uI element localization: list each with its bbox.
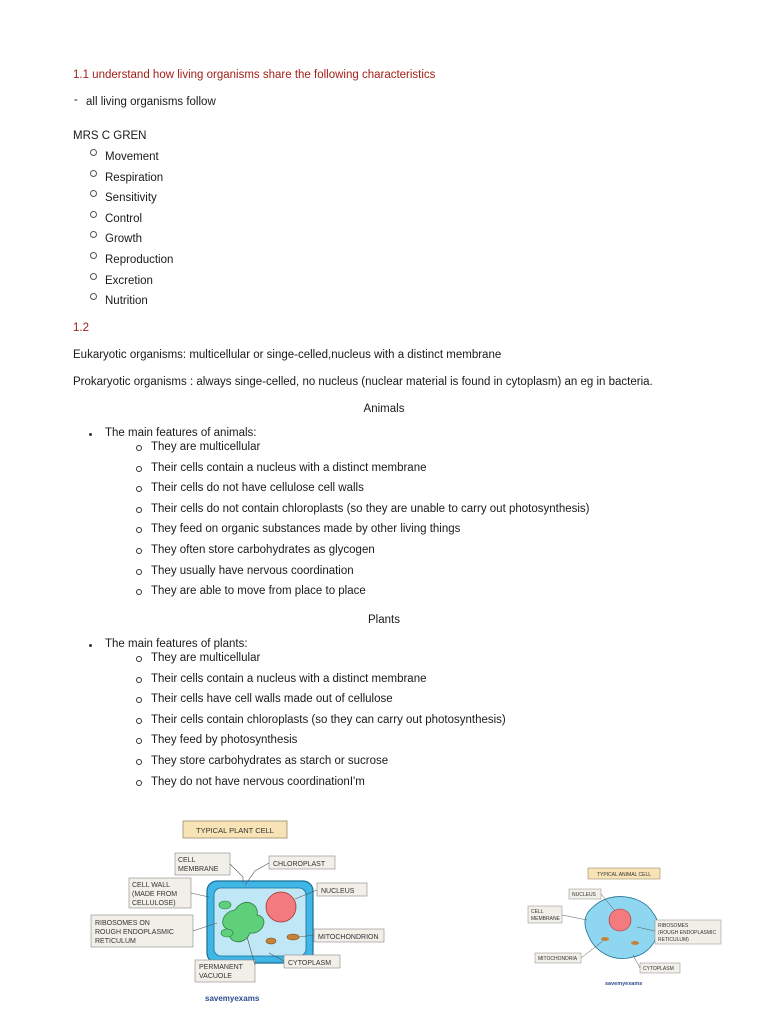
animal-label-cytoplasm: CYTOPLASM [643,966,674,972]
plants-bullet [89,644,92,647]
plant-cell-diagram [85,815,395,1010]
prokaryotic-text: Prokaryotic organisms : always singe-celled, no nucleus (nuclear material is found in cytoplasm) an eg in bacteria. [73,376,653,388]
animal-label-ribosomes-1: RIBOSOMES [658,923,689,929]
bullet-marker [90,211,97,218]
list-item: Growth [105,233,143,246]
mitochondrion-shape [266,938,276,944]
bullet-marker [136,677,142,683]
bullet-marker [136,527,142,533]
follow-text: all living organisms follow [86,96,216,108]
bullet-marker [136,507,142,513]
list-item: Respiration [105,171,164,184]
section-heading-1-1: 1.1 understand how living organisms share the following characteristics [73,69,436,81]
bullet-marker [136,656,142,662]
plant-cell-title: TYPICAL PLANT CELL [196,826,274,835]
bullet-marker [90,293,97,300]
animal-cell-title: TYPICAL ANIMAL CELL [596,872,652,878]
list-item: They feed on organic substances made by other living things [151,523,461,536]
list-item: They are multicellular [151,441,261,453]
animal-label-nucleus: NUCLEUS [572,892,596,898]
eukaryotic-text: Eukaryotic organisms: multicellular or singe-celled,nucleus with a distinct membrane [73,349,502,361]
list-item: Control [105,212,143,225]
plant-label-cell-wall-2: (MADE FROM [132,891,178,898]
animal-label-ribosomes-3: RETICULUM) [658,937,689,943]
bullet-marker [136,780,142,786]
list-item: They store carbohydrates as starch or sucrose [151,755,389,767]
bullet-marker [136,697,142,703]
plant-label-mitochondrion: MITOCHONDRION [318,934,379,941]
plant-label-ribosomes-2: ROUGH ENDOPLASMIC [95,929,174,936]
list-item: Their cells do not have cellulose cell walls [151,482,364,495]
animal-mitochondria-shape [601,937,609,941]
chloroplast-shape [221,929,233,937]
plant-label-cell-wall-3: CELLULOSE) [132,900,176,907]
bullet-marker [90,252,97,259]
list-item: They feed by photosynthesis [151,734,298,747]
list-item: They are able to move from place to place [151,585,366,598]
plant-label-cell-membrane-1: CELL [178,857,196,864]
plant-label-vacuole-1: PERMANENT [199,964,243,971]
plant-label-ribosomes-3: RETICULUM [95,938,136,945]
bullet-marker [90,273,97,280]
bullet-marker [90,231,97,238]
bullet-marker [90,170,97,177]
animal-label-ribosomes-2: (ROUGH ENDOPLASMIC [658,930,717,936]
plants-intro: The main features of plants: [105,638,248,650]
mitochondrion-shape [287,934,299,940]
animal-label-membrane-2: MEMBRANE [531,916,560,922]
plant-logo: savemyexams [205,994,260,1003]
bullet-marker [136,718,142,724]
plant-label-chloroplast: CHLOROPLAST [273,861,326,868]
list-item: Movement [105,151,159,163]
animals-title: Animals [363,403,405,415]
chloroplast-shape [219,901,231,909]
animal-label-mitochondria: MITOCHONDRIA [538,956,578,962]
animal-mitochondria-shape [631,941,639,945]
list-item: Excretion [105,274,153,287]
list-item: They often store carbohydrates as glycogen [151,544,375,556]
animal-label-membrane-1: CELL [531,909,544,915]
animal-logo: savemyexams [605,981,643,987]
bullet-marker [136,466,142,472]
list-item: They are multicellular [151,652,261,664]
bullet-marker [136,569,142,575]
bullet-marker [136,548,142,554]
plant-label-cytoplasm: CYTOPLASM [288,960,332,967]
plant-label-vacuole-2: VACUOLE [199,973,232,980]
plant-label-nucleus: NUCLEUS [321,888,355,895]
nucleus-shape [266,892,296,922]
list-item: They do not have nervous coordinationI'm [151,775,365,788]
bullet-marker [136,486,142,492]
plant-label-cell-wall-1: CELL WALL [132,882,170,889]
mnemonic: MRS C GREN [73,130,147,142]
list-item: Their cells contain a nucleus with a distinct membrane [151,461,427,474]
list-item: They usually have nervous coordination [151,564,354,577]
bullet-marker [136,589,142,595]
plants-title: Plants [368,614,400,626]
animal-cell-diagram [525,865,725,990]
list-item: Their cells have cell walls made out of cellulose [151,693,393,706]
list-item: Their cells contain a nucleus with a distinct membrane [151,672,427,685]
bullet-marker [90,190,97,197]
animals-intro: The main features of animals: [105,427,257,439]
list-item: Their cells do not contain chloroplasts (so they are unable to carry out photosynthesis) [151,502,590,515]
list-item: Reproduction [105,254,174,266]
list-item: Their cells contain chloroplasts (so they can carry out photosynthesis) [151,713,506,726]
dash-bullet: - [74,94,78,106]
section-heading-1-2: 1.2 [73,322,89,334]
plant-label-cell-membrane-2: MEMBRANE [178,866,219,873]
list-item: Nutrition [105,295,148,308]
list-item: Sensitivity [105,192,157,205]
animals-bullet [89,433,92,436]
bullet-marker [136,445,142,451]
animal-nucleus-shape [609,909,631,931]
plant-label-ribosomes-1: RIBOSOMES ON [95,920,150,927]
bullet-marker [136,738,142,744]
bullet-marker [136,759,142,765]
bullet-marker [90,149,97,156]
